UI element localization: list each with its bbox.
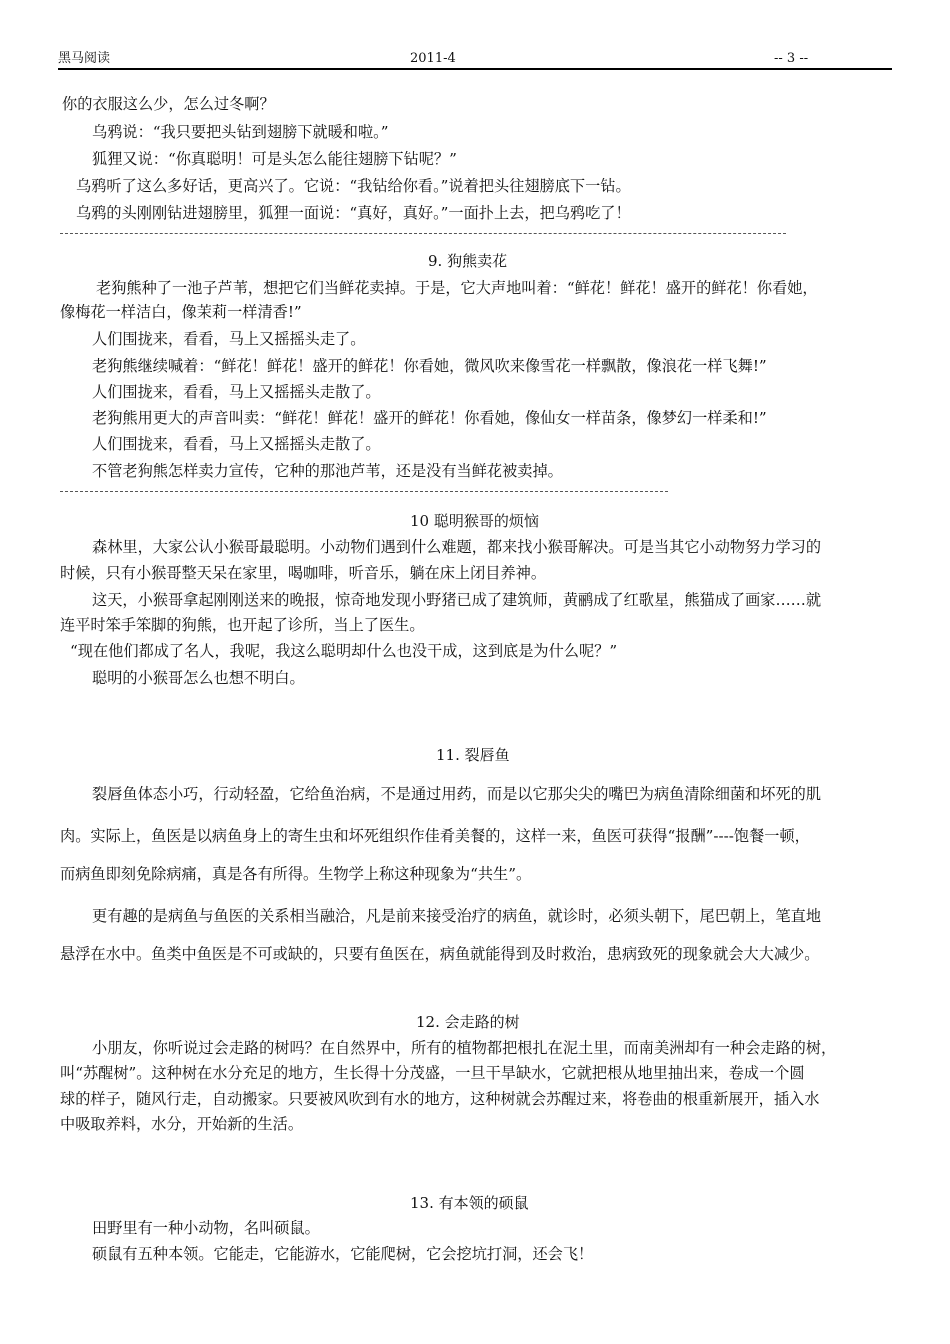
paragraph-line: 中吸取养料，水分，开始新的生活。	[60, 1115, 303, 1133]
paragraph-line: 人们围拢来，看看，马上又摇摇头走散了。	[92, 383, 381, 401]
paragraph-line: 这天，小猴哥拿起刚刚送来的晚报，惊奇地发现小野猪已成了建筑师，黄鹂成了红歌星，熊猫成了画家……就	[92, 591, 821, 609]
paragraph-line: 肉。实际上，鱼医是以病鱼身上的寄生虫和坏死组织作佳肴美餐的，这样一来，鱼医可获得“报酬”----饱餐一顿，	[60, 827, 810, 845]
section-divider	[60, 233, 786, 234]
paragraph-line: 连平时笨手笨脚的狗熊，也开起了诊所，当上了医生。	[60, 616, 425, 634]
story-title: 10 聪明猴哥的烦恼	[410, 512, 539, 530]
paragraph-line: 人们围拢来，看看，马上又摇摇头走散了。	[92, 435, 381, 453]
paragraph-line: 小朋友，你听说过会走路的树吗？在自然界中，所有的植物都把根扎在泥土里，而南美洲却有一种会走路的树，	[92, 1039, 837, 1057]
paragraph-line: 老狗熊用更大的声音叫卖：“鲜花！鲜花！盛开的鲜花！你看她，像仙女一样苗条，像梦幻一样柔和!”	[92, 409, 767, 427]
page-header	[58, 50, 892, 70]
paragraph-line: 老狗熊种了一池子芦苇，想把它们当鲜花卖掉。于是，它大声地叫着：“鲜花！鲜花！盛开的鲜花！你看她，	[96, 279, 818, 297]
paragraph-line: 老狗熊继续喊着：“鲜花！鲜花！盛开的鲜花！你看她，微风吹来像雪花一样飘散，像浪花一样飞舞!”	[92, 357, 767, 375]
paragraph-line: 时候，只有小猴哥整天呆在家里，喝咖啡，听音乐，躺在床上闭目养神。	[60, 564, 546, 582]
header-title: 黑马阅读	[58, 51, 111, 66]
section-divider	[60, 491, 668, 492]
paragraph-line: “现在他们都成了名人，我呢，我这么聪明却什么也没干成，这到底是为什么呢？”	[70, 642, 618, 660]
paragraph-line: 裂唇鱼体态小巧，行动轻盈，它给鱼治病，不是通过用药，而是以它那尖尖的嘴巴为病鱼清除细菌和坏死的肌	[92, 785, 821, 803]
paragraph-line: 硕鼠有五种本领。它能走，它能游水，它能爬树，它会挖坑打洞，还会飞！	[92, 1245, 594, 1263]
story-title: 13. 有本领的硕鼠	[410, 1194, 529, 1212]
paragraph-line: 乌鸦的头刚刚钻进翅膀里，狐狸一面说：“真好，真好。”一面扑上去，把乌鸦吃了！	[76, 204, 631, 222]
paragraph-line: 乌鸦听了这么多好话，更高兴了。它说：“我钻给你看。”说着把头往翅膀底下一钻。	[76, 177, 631, 195]
story-title: 9. 狗熊卖花	[428, 252, 508, 270]
paragraph-line: 球的样子，随风行走，自动搬家。只要被风吹到有水的地方，这种树就会苏醒过来，将卷曲的根重新展开，插入水	[60, 1090, 820, 1108]
paragraph-line: 森林里，大家公认小猴哥最聪明。小动物们遇到什么难题，都来找小猴哥解决。可是当其它小动物努力学习的	[92, 538, 821, 556]
paragraph-line: 更有趣的是病鱼与鱼医的关系相当融洽，凡是前来接受治疗的病鱼，就诊时，必须头朝下，尾巴朝上，笔直地	[92, 907, 821, 925]
page-number: -- 3 --	[774, 51, 809, 66]
story-title: 11. 裂唇鱼	[436, 746, 510, 764]
header-date: 2011-4	[410, 51, 456, 66]
paragraph-line: 不管老狗熊怎样卖力宣传，它种的那池芦苇，还是没有当鲜花被卖掉。	[92, 462, 563, 480]
paragraph-line: 田野里有一种小动物，名叫硕鼠。	[92, 1219, 320, 1237]
paragraph-line: 像梅花一样洁白，像茉莉一样清香!”	[60, 303, 302, 321]
paragraph-line: 叫“苏醒树”。这种树在水分充足的地方，生长得十分茂盛，一旦干旱缺水，它就把根从地里抽出来，卷成一个圆	[60, 1064, 805, 1082]
paragraph-line: 悬浮在水中。鱼类中鱼医是不可或缺的，只要有鱼医在，病鱼就能得到及时救治，患病致死的现象就会大大减少。	[60, 945, 820, 963]
paragraph-line: 狐狸又说：“你真聪明！可是头怎么能往翅膀下钻呢？”	[92, 150, 457, 168]
story-title: 12. 会走路的树	[416, 1013, 520, 1031]
paragraph-line: 聪明的小猴哥怎么也想不明白。	[92, 669, 305, 687]
paragraph-line: 你的衣服这么少，怎么过冬啊？	[62, 95, 275, 113]
paragraph-line: 人们围拢来，看看，马上又摇摇头走了。	[92, 330, 366, 348]
paragraph-line: 而病鱼即刻免除病痛，真是各有所得。生物学上称这种现象为“共生”。	[60, 865, 532, 883]
paragraph-line: 乌鸦说：“我只要把头钻到翅膀下就暖和啦。”	[92, 123, 389, 141]
